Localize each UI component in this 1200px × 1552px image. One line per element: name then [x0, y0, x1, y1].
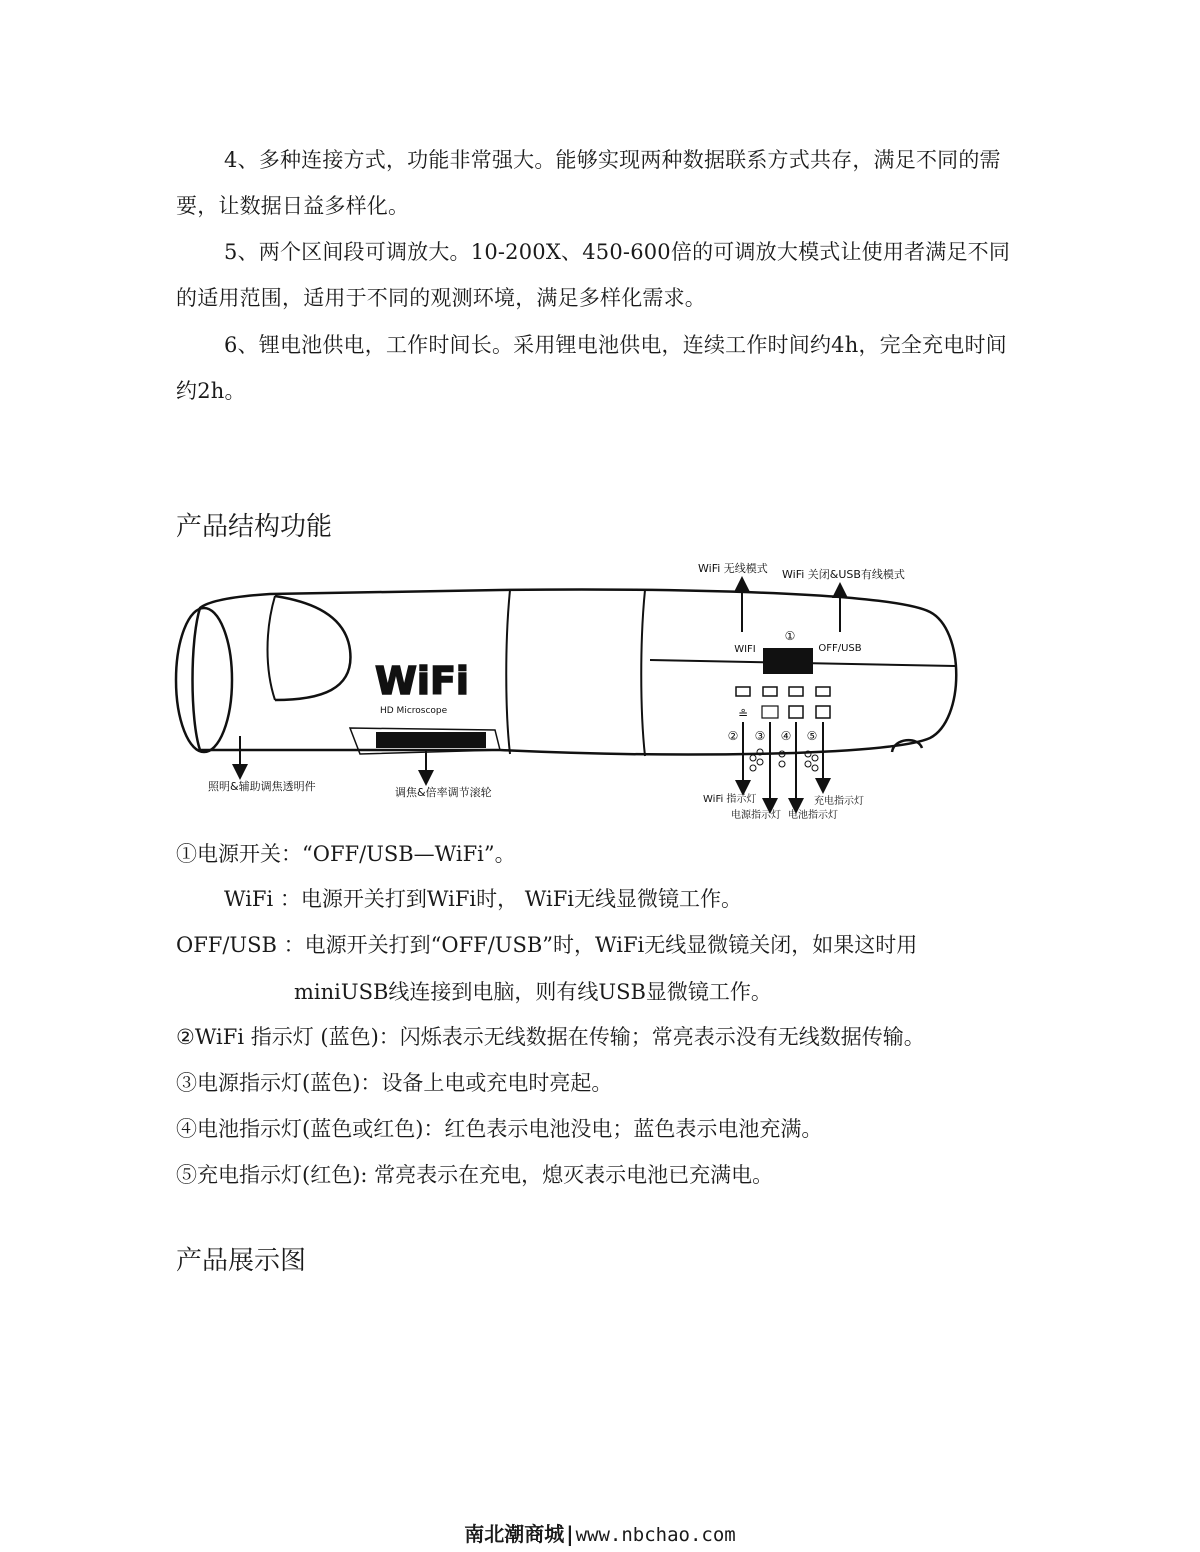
feature-wifi-indicator: ②WiFi 指示灯 (蓝色)：闪烁表示无线数据在传输；常亮表示没有无线数据传输。 [176, 1025, 925, 1049]
indicator-light-4 [816, 687, 830, 696]
feature-charge-indicator: ⑤充电指示灯(红色): 常亮表示在充电，熄灭表示电池已充满电。 [176, 1163, 774, 1187]
power-icon [762, 706, 778, 718]
footer-site-name: 南北潮商城 [464, 1522, 565, 1546]
power-switch [763, 648, 813, 674]
charge-icon [816, 706, 830, 718]
device-body [193, 590, 957, 755]
feature-usb-text-continued: miniUSB线连接到电脑，则有线USB显微镜工作。 [294, 980, 772, 1004]
footer-separator: | [566, 1522, 574, 1546]
front-lens [176, 608, 232, 752]
feature-wifi-key: WiFi ： [224, 887, 301, 911]
footer-url[interactable]: www.nbchao.com [575, 1524, 736, 1546]
indicator-light-1 [736, 687, 750, 696]
circle-4: ④ [780, 729, 792, 743]
paragraph-feature-4: 4、多种连接方式，功能非常强大。能够实现两种数据联系方式共存，满足不同的需要，让数据日益多样化。 [176, 148, 1001, 218]
section-heading-display: 产品展示图 [176, 1246, 307, 1276]
wifi-logo: WiFi [375, 659, 469, 703]
lens-hood-edge [268, 596, 276, 700]
battery-icon [789, 706, 803, 718]
label-charge-light: 充电指示灯 [814, 796, 864, 807]
wifi-signal-icon: ≗ [737, 707, 749, 721]
label-battery-light: 电池指示灯 [788, 810, 838, 821]
circle-2: ② [727, 729, 739, 743]
logo-subtitle: HD Microscope [380, 706, 448, 716]
feature-wifi-mode-row [224, 876, 742, 922]
focus-wheel [376, 732, 486, 748]
feature-power-switch: ①电源开关：“OFF/USB—WiFi”。 [176, 842, 516, 866]
paragraph-feature-6: 6、锂电池供电，工作时间长。采用锂电池供电，连续工作时间约4h，完全充电时间约2h。 [176, 333, 1007, 403]
section-heading-structure: 产品结构功能 [176, 512, 333, 542]
label-lighting: 照明&辅助调焦透明件 [208, 780, 316, 793]
feature-usb-key: OFF/USB ： [176, 933, 305, 957]
switch-label-wifi: WIFI [734, 644, 756, 655]
indicator-light-3 [789, 687, 803, 696]
label-wifi-light: WiFi 指示灯 [703, 794, 757, 805]
paragraph-feature-5: 5、两个区间段可调放大。10-200X、450-600倍的可调放大模式让使用者满足不同的适用范围，适用于不同的观测环境，满足多样化需求。 [176, 240, 1011, 310]
label-usb-mode: WiFi 关闭&USB有线模式 [782, 568, 905, 581]
feature-wifi-text: 电源开关打到WiFi时， WiFi无线显微镜工作。 [300, 887, 743, 911]
circle-1: ① [784, 629, 796, 643]
switch-label-usb: OFF/USB [818, 643, 862, 654]
feature-battery-indicator: ④电池指示灯(蓝色或红色)：红色表示电池没电；蓝色表示电池充满。 [176, 1117, 823, 1141]
label-power-light: 电源指示灯 [731, 810, 781, 821]
label-wifi-mode: WiFi 无线模式 [698, 562, 768, 575]
lens-hood [275, 596, 350, 700]
circle-3: ③ [754, 729, 766, 743]
page-footer [0, 1518, 1200, 1547]
feature-usb-text: 电源开关打到“OFF/USB”时，WiFi无线显微镜关闭，如果这时用 [304, 933, 918, 957]
feature-power-indicator: ③电源指示灯(蓝色)：设备上电或充电时亮起。 [176, 1071, 613, 1095]
circle-5: ⑤ [806, 729, 818, 743]
label-focus: 调焦&倍率调节滚轮 [395, 786, 492, 799]
feature-usb-mode-row [176, 922, 917, 968]
microscope-diagram [170, 550, 960, 830]
segment-line-1 [506, 590, 510, 754]
indicator-light-2 [763, 687, 777, 696]
segment-line-2 [641, 590, 645, 756]
